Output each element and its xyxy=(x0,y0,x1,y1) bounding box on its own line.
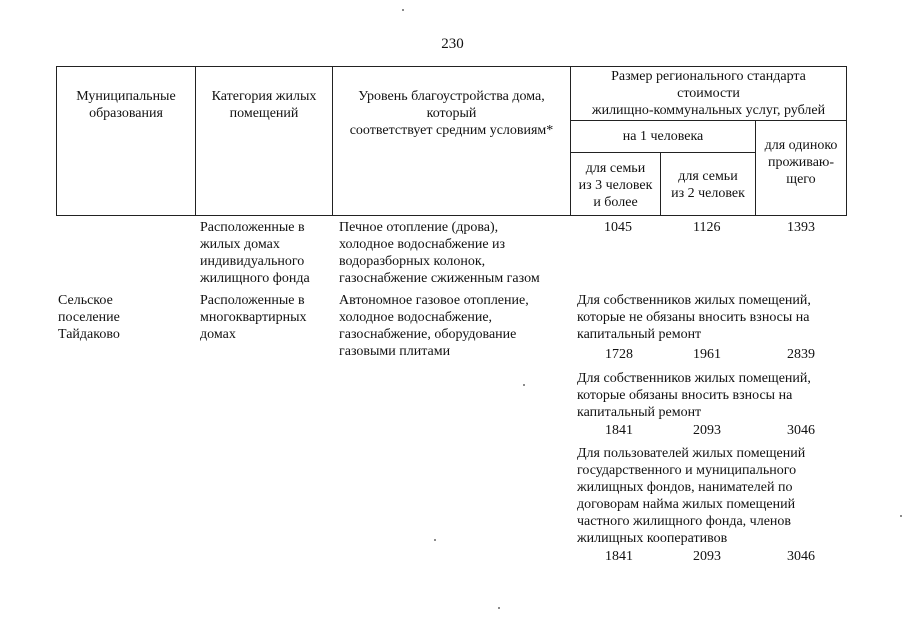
row2-category: Расположенные в многоквартирных домах xyxy=(200,293,307,342)
header-family3: для семьи из 3 человек и более xyxy=(578,161,653,210)
row1-level: Печное отопление (дрова), холодное водоснабжение из водоразборных колонок, газоснабжение сжиженным газом xyxy=(339,220,540,286)
group3-label: Для пользователей жилых помещений государственного и муниципального жилищных фондов, нанимателей по договорам найма жилых помещений частного жилищного фонда, членов жилищных кооперативов xyxy=(577,446,806,546)
standard-subheader-border xyxy=(570,120,847,121)
group1-value-family3: 1728 xyxy=(605,347,633,362)
group1-label: Для собственников жилых помещений, которые не обязаны вносить взносы на капитальный ремонт xyxy=(577,293,811,342)
scan-speck xyxy=(498,607,500,609)
header-per-person: на 1 человека xyxy=(622,129,704,144)
row1-value-family2: 1126 xyxy=(693,220,721,235)
table-top-border xyxy=(56,66,847,67)
header-bottom-border xyxy=(56,215,847,216)
row2-municipality: Сельское поселение Тайдаково xyxy=(58,293,120,342)
row2-level: Автономное газовое отопление, холодное водоснабжение, газоснабжение, оборудование газовыми плитами xyxy=(339,293,529,359)
group3-value-family3: 1841 xyxy=(605,549,633,564)
row1-value-family3: 1045 xyxy=(604,220,632,235)
header-municipality: Муниципальные образования xyxy=(76,89,176,121)
header-family2: для семьи из 2 человек xyxy=(671,169,745,201)
group2-value-family3: 1841 xyxy=(605,423,633,438)
group3-value-single: 3046 xyxy=(787,549,815,564)
scan-speck xyxy=(402,9,404,11)
group1-value-family2: 1961 xyxy=(693,347,721,362)
header-category: Категория жилых помещений xyxy=(211,89,317,121)
group2-value-single: 3046 xyxy=(787,423,815,438)
page-number: 230 xyxy=(441,36,464,52)
scan-speck xyxy=(434,539,436,541)
group1-value-single: 2839 xyxy=(787,347,815,362)
group2-label: Для собственников жилых помещений, которые обязаны вносить взносы на капитальный ремонт xyxy=(577,371,811,420)
group2-value-family2: 2093 xyxy=(693,423,721,438)
header-single: для одиноко проживаю- щего xyxy=(764,138,838,187)
table-right-border xyxy=(846,66,847,216)
header-level: Уровень благоустройства дома, который соответствует средним условиям* xyxy=(349,89,554,138)
scan-speck xyxy=(523,384,525,386)
header-standard: Размер регионального стандарта стоимости жилищно-коммунальных услуг, рублей xyxy=(591,69,826,118)
row1-value-single: 1393 xyxy=(787,220,815,235)
scan-speck xyxy=(900,515,902,517)
row1-category: Расположенные в жилых домах индивидуального жилищного фонда xyxy=(200,220,310,286)
group3-value-family2: 2093 xyxy=(693,549,721,564)
per-person-subheader-border xyxy=(570,152,755,153)
